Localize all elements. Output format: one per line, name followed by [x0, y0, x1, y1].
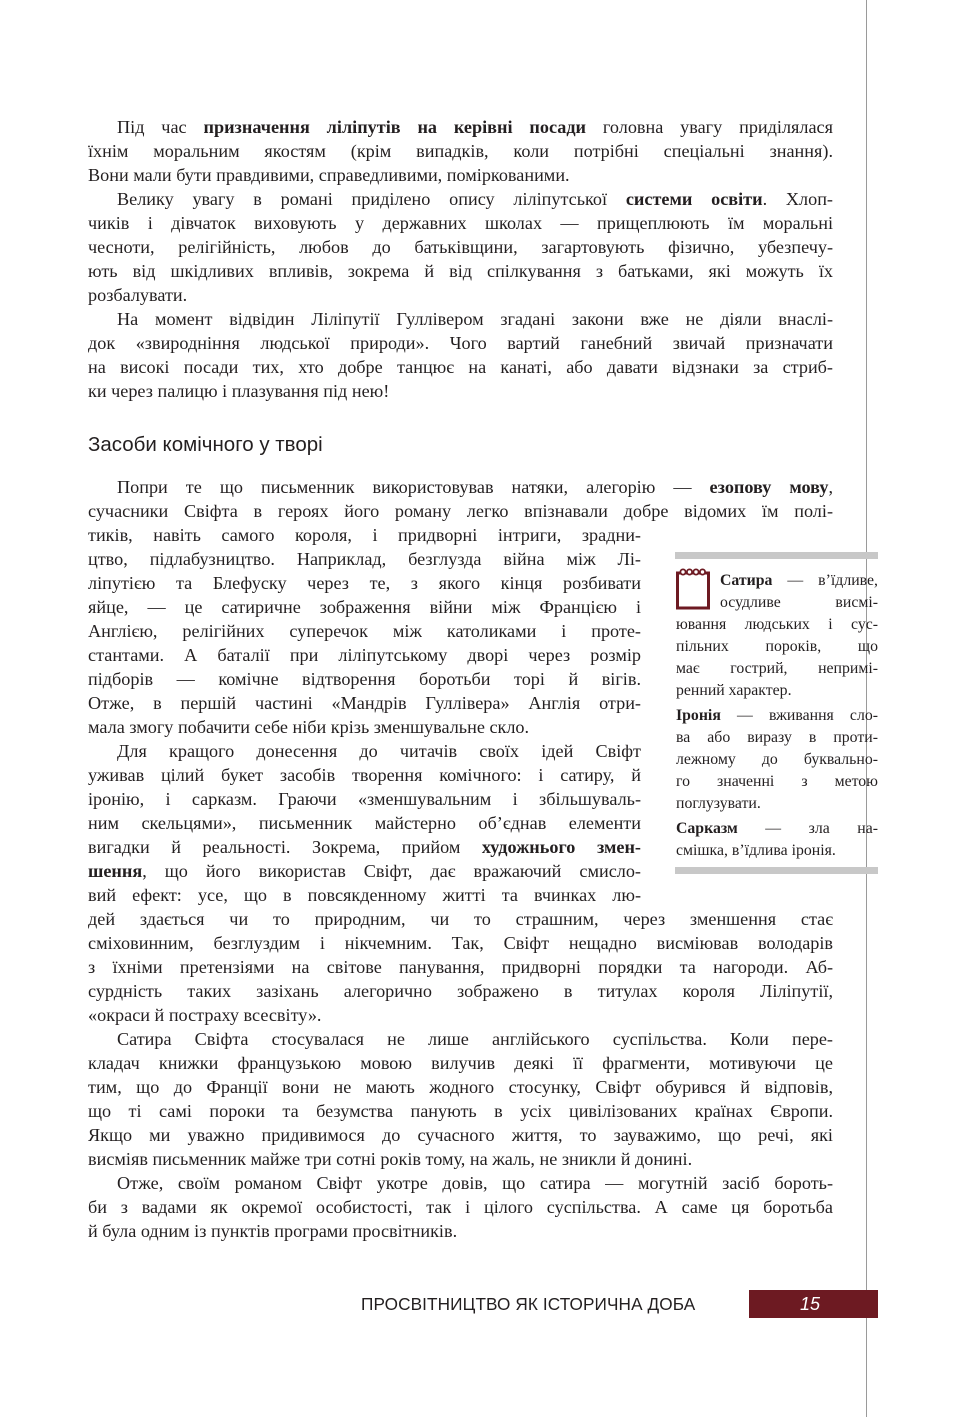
sidebar-line: Іронія — вживання сло- — [676, 707, 878, 724]
text-line: шення, що його використав Свіфт, дає вражаючий смисло- — [88, 861, 641, 881]
text-line: Попри те що письменник використовував натяки, алегорію — езопову мову, — [117, 477, 833, 497]
text-line: Вони мали бути правдивими, справедливими, поміркованими. — [88, 165, 570, 185]
text-line: їхнім моральним якостям (крім випадків, коли потрібні спеціальні знання). — [88, 141, 833, 161]
text-line: розбалувати. — [88, 285, 188, 305]
text-line: Якщо ми уважно придивимося до сучасного життя, то зауважимо, що речі, які — [88, 1125, 833, 1145]
text-line: На момент відвідин Ліліпутії Гуллівером згадані закони вже не діяли внаслі- — [117, 309, 833, 329]
text-line: уживав цілий букет засобів творення комічного: і сатиру, й — [88, 765, 641, 785]
sidebar-line: го значенні з метою — [676, 773, 878, 790]
sidebar-bottom-rule — [675, 867, 878, 874]
sidebar-line: лежному до буквально- — [676, 751, 878, 768]
sidebar-top-rule — [675, 552, 878, 559]
text-line: що ті самі пороки та безумства панують в усіх цивілізованих країнах Європи. — [88, 1101, 833, 1121]
text-line: й була одним із пунктів програми просвітників. — [88, 1221, 458, 1241]
text-line: док «звиродніння людської природи». Чого вартий ганебний звичай призначати — [88, 333, 833, 353]
text-line: іронію, і сарказм. Граючи «зменшувальним і збільшуваль- — [88, 789, 641, 809]
text-line: чиків і дівчаток виховують у державних школах — прищеплюють їм моральні — [88, 213, 833, 233]
sidebar-line: має гострий, непримі- — [676, 660, 878, 677]
text-line: тим, що до Франції вони не мають жодного стосунку, Свіфт обурився й відповів, — [88, 1077, 833, 1097]
text-line: Сатира Свіфта стосувалася не лише англійського суспільства. Коли пере- — [117, 1029, 833, 1049]
text-line: на високі посади тих, хто добре танцює на канаті, або давати відзнаки за стриб- — [88, 357, 833, 377]
section-heading: Засоби комічного у творі — [88, 433, 323, 456]
text-line: сурдність таких зазіхань алегорично зображено в титулах короля Ліліпутії, — [88, 981, 833, 1001]
text-line: Отже, своїм романом Свіфт укотре довів, що сатира — могутній засіб бороть- — [117, 1173, 833, 1193]
text-line: тиків, навіть самого короля, і придворні інтриги, зрадни- — [88, 525, 641, 545]
sidebar-line: пільних пороків, що — [676, 638, 878, 655]
text-line: мала змогу побачити себе ніби крізь зменшувальне скло. — [88, 717, 530, 737]
term-satire: Сатира — [720, 572, 773, 589]
text-line: Велику увагу в романі приділено опису ліліпутської системи освіти. Хлоп- — [117, 189, 833, 209]
text-line: яйце, — це сатиричне зображення війни між Францією і — [88, 597, 641, 617]
sidebar-line: осудливе висмі- — [720, 594, 878, 611]
running-footer-title: ПРОСВІТНИЦТВО ЯК ІСТОРИЧНА ДОБА — [361, 1294, 696, 1314]
text-line: ють від шкідливих впливів, зокрема й від спілкування з батьками, які можуть їх — [88, 261, 833, 281]
text-line: з їхніми претензіями на світове панування, придворні порядки та нагороди. Аб- — [88, 957, 833, 977]
sidebar-line: ювання людських і сус- — [676, 616, 878, 633]
text-line: висміяв письменник майже три сотні років тому, на жаль, не зникли й донині. — [88, 1149, 693, 1169]
text-line: Отже, в першій частині «Мандрів Гуллівера» Англія отри- — [88, 693, 641, 713]
text-line: ліпутією та Блефуску через те, з якого кінця розбивати — [88, 573, 641, 593]
notepad-icon — [676, 568, 710, 610]
sidebar-line: Сатира — в’їдливе, — [720, 572, 878, 589]
term-sarcasm: Сарказм — [676, 820, 738, 837]
text-line: підборів — комічне відтворення боротьби торі й вігів. — [88, 669, 641, 689]
sidebar-line: смішка, в’їдлива іронія. — [676, 842, 836, 859]
page-number: 15 — [800, 1294, 821, 1314]
sidebar-line: поглузувати. — [676, 795, 761, 812]
text-line: цтво, підлабузництво. Наприклад, безглузда війна між Лі- — [88, 549, 641, 569]
text-line: Для кращого донесення до читачів своїх ідей Свіфт — [117, 741, 641, 761]
sidebar-line: ва або виразу в проти- — [676, 729, 878, 746]
text-line: «окраси й постраху всесвіту». — [88, 1005, 322, 1025]
text-line: сучасники Свіфта в героях його роману легко впізнавали добре відомих їм полі- — [88, 501, 833, 521]
text-line: ним скельцями», письменник майстерно об’єднав елементи — [88, 813, 641, 833]
text-line: вий ефект: усе, що в повсякденному житті та вчинках лю- — [88, 885, 641, 905]
text-line: кладач книжки французькою мовою вилучив деякі її фрагменти, мотивуючи це — [88, 1053, 833, 1073]
text-line: стантами. А баталії при ліліпутському дворі через розмір — [88, 645, 641, 665]
text-line: Під час призначення ліліпутів на керівні посади головна увагу приділялася — [117, 117, 833, 137]
text-line: би з вадами як окремої особистості, так і цілого суспільства. А саме ця боротьба — [88, 1197, 833, 1217]
sidebar-line: ренний характер. — [676, 682, 792, 699]
sidebar-line: Сарказм — зла на- — [676, 820, 878, 837]
text-line: ки через палицю і плазування під нею! — [88, 381, 390, 401]
term-irony: Іронія — [676, 707, 721, 724]
text-line: Англією, релігійних суперечок між католиками і проте- — [88, 621, 641, 641]
text-line: дей здається чи то природним, чи то страшним, через зменшення стає — [88, 909, 833, 929]
text-line: вигадки й реальності. Зокрема, прийом художнього змен- — [88, 837, 641, 857]
text-line: сміховинним, безглуздим і нікчемним. Так, Свіфт нещадно висміював володарів — [88, 933, 833, 953]
text-line: чесноти, релігійність, любов до батьківщини, загартовують фізично, убезпечу- — [88, 237, 833, 257]
